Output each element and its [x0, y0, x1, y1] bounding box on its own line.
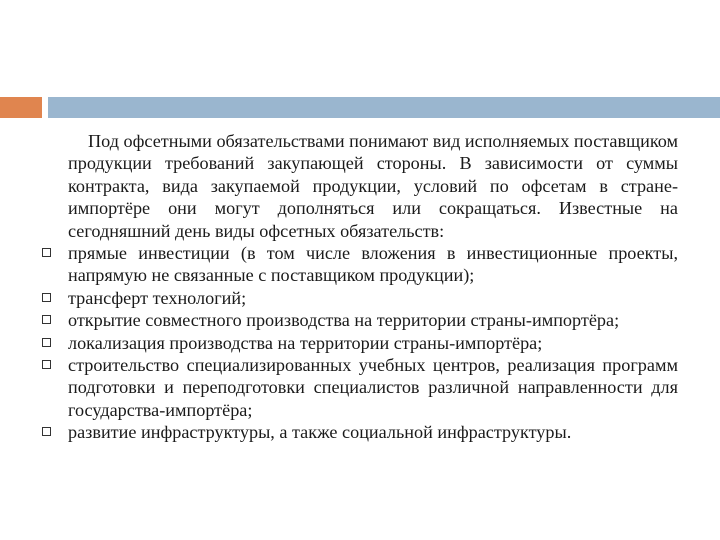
square-bullet-icon: [42, 338, 51, 347]
list-item: [48, 287, 678, 309]
list-item: [48, 354, 678, 421]
list-item-text: открытие совместного производства на территории страны-импортёра;: [68, 310, 620, 331]
square-bullet-icon: [42, 248, 51, 257]
list-item-text: прямые инвестиции (в том числе вложения в инвестиционные проекты, напрямую не связанные с поставщиком продукции);: [68, 243, 678, 286]
list-item-text: развитие инфраструктуры, а также социальной инфраструктуры.: [68, 422, 572, 443]
list-item-text: локализация производства на территории страны-импортёра;: [68, 332, 543, 353]
list-item: [48, 421, 678, 443]
list-item-text: трансферт технологий;: [68, 287, 247, 308]
square-bullet-icon: [42, 360, 51, 369]
header-accent-blue: [48, 97, 720, 118]
list-item-text: строительство специализированных учебных центров, реализация программ подготовки и переподготовки специалистов различной направленности для государства-импортёра;: [68, 355, 678, 420]
square-bullet-icon: [42, 315, 51, 324]
square-bullet-icon: [42, 427, 51, 436]
list-item: [48, 309, 678, 331]
lead-paragraph: Под офсетными обязательствами понимают вид исполняемых поставщиком продукции требований закупающей стороны. В зависимости от суммы контракта, вида закупаемой продукции, условий по офсетам в стране-импортёре они могут дополняться или сокращаться. Известные на сегодняшний день виды офсетных обязательств:: [68, 131, 678, 241]
list-item: [48, 242, 678, 287]
offset-obligations-list: [48, 242, 678, 444]
list-item: [48, 332, 678, 354]
header-accent-orange: [0, 97, 42, 118]
square-bullet-icon: [42, 293, 51, 302]
slide-body: [48, 130, 678, 444]
